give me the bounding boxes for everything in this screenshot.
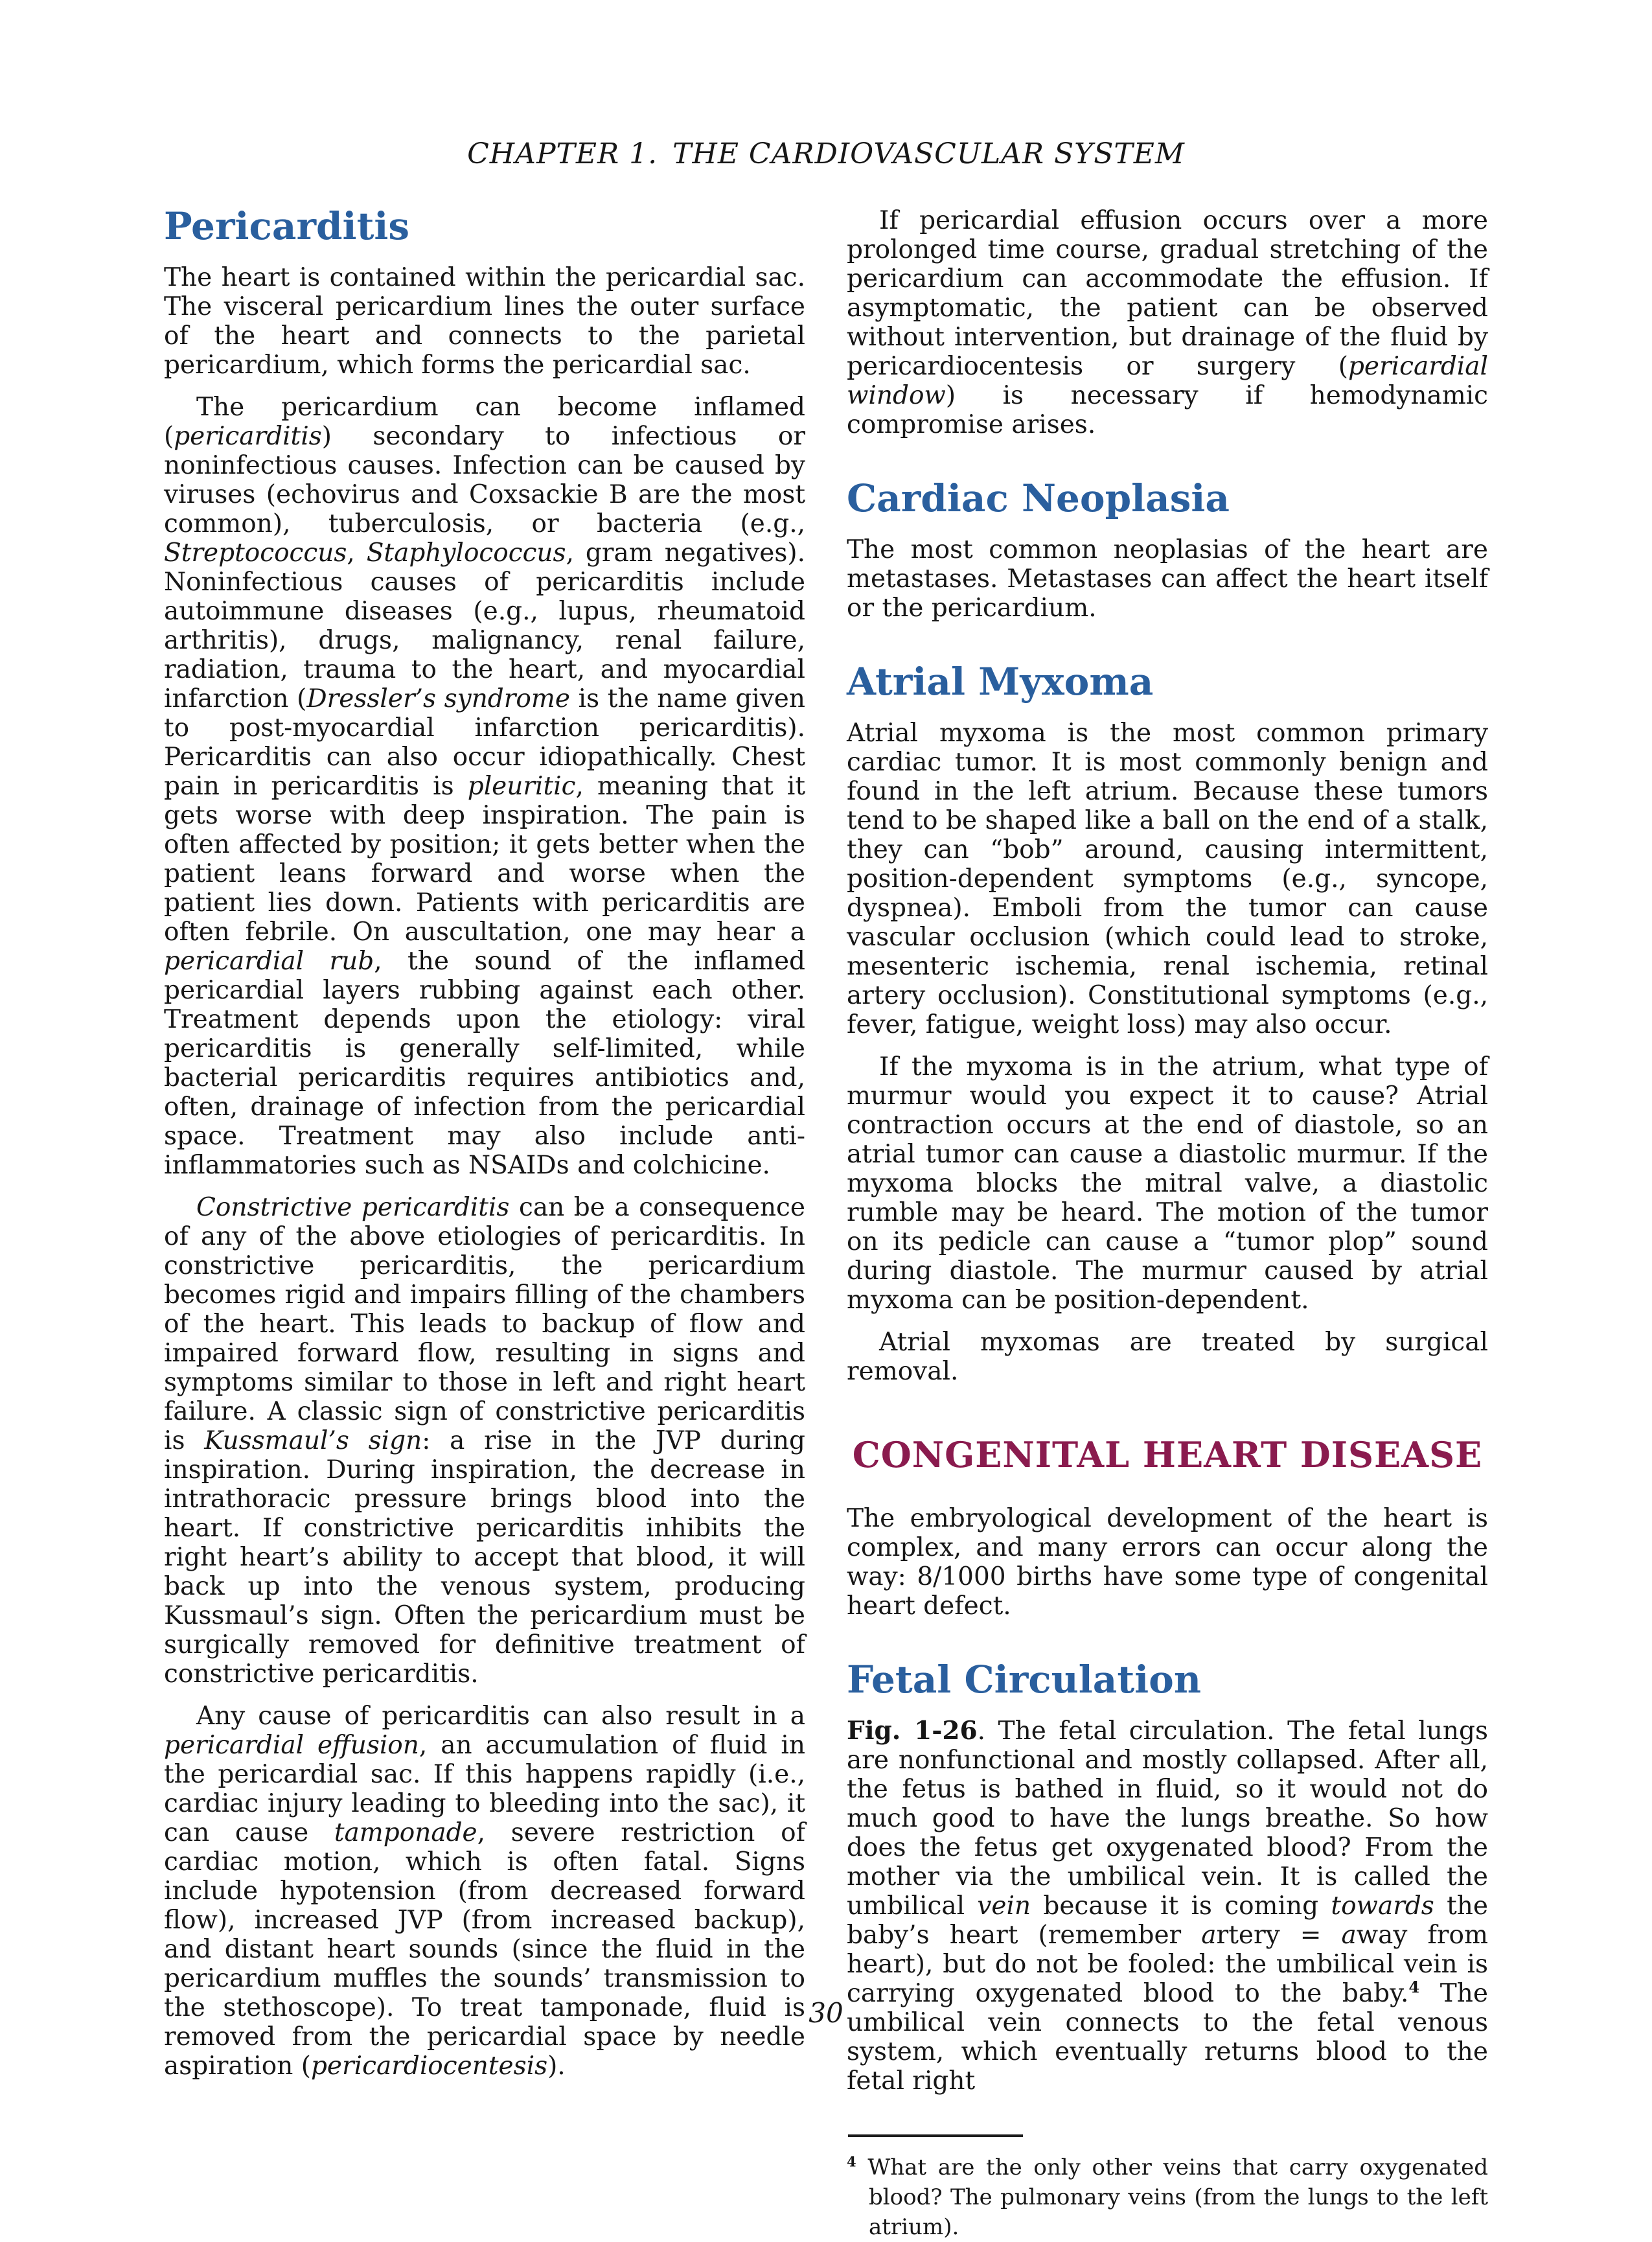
heading-pericarditis: Pericarditis xyxy=(164,204,410,248)
paragraph-pericardial-effusion: Any cause of pericarditis can also result in a pericardial effusion, an accumulation of fluid in the pericardial sac. If this happens rapidly (i.e., cardiac injury leading to bleeding into the sac), it can cause tamponade, severe restriction of cardiac motion, which is often fatal. Signs include hypotension (from decreased forward flow), increased JVP (from increased backup), and distant heart sounds (since the fluid in the pericardium muffles the sounds’ transmission to the stethoscope). To treat tamponade, fluid is removed from the pericardial space by needle aspiration (pericardiocentesis). xyxy=(164,1702,806,2081)
two-column-layout xyxy=(164,206,1488,2242)
footnote-block xyxy=(847,2109,1488,2242)
left-column xyxy=(164,206,805,2242)
footnote-text: $^4$ What are the only other veins that carry oxygenated blood? The pulmonary veins (from the lungs to the left atrium). xyxy=(847,2153,1488,2240)
paragraph-pericarditis-causes: The pericardium can become inflamed (pericarditis) secondary to infectious or noninfectious causes. Infection can be caused by viruses (echovirus and Coxsackie B are the most common), tuberculosis, or bacteria (e.g., Streptococcus, Staphylococcus, gram negatives). Noninfectious causes of pericarditis include autoimmune diseases (e.g., lupus, rheumatoid arthritis), drugs, malignancy, renal failure, radiation, trauma to the heart, and myocardial infarction (Dressler’s syndrome is the name given to post-myocardial infarction pericarditis). Pericarditis can also occur idiopathically. Chest pain in pericarditis is pleuritic, meaning that it gets worse with deep inspiration. The pain is often affected by position; it gets better when the patient leans forward and worse when the patient lies down. Patients with pericarditis are often febrile. On auscultation, one may hear a pericardial rub, the sound of the inflamed pericardial layers rubbing against each other. Treatment depends upon the etiology: viral pericarditis is generally self-limited, while bacterial pericarditis requires antibiotics and, often, drainage of infection from the pericardial space. Treatment may also include anti-inflammatories such as NSAIDs and colchicine. xyxy=(164,393,806,1180)
heading-congenital-heart-disease: CONGENITAL HEART DISEASE xyxy=(852,1434,1483,1475)
heading-fetal-circulation: Fetal Circulation xyxy=(847,1658,1202,1702)
heading-cardiac-neoplasia: Cardiac Neoplasia xyxy=(847,476,1230,520)
paragraph-fetal-circulation: Fig. 1-26. The fetal circulation. The fetal lungs are nonfunctional and mostly collapsed. After all, the fetus is bathed in fluid, so it would not do much good to have the lungs breathe. So how does the fetus get oxygenated blood? From the mother via the umbilical vein. It is called the umbilical vein because it is coming towards the baby’s heart (remember artery = away from heart), but do not be fooled: the umbilical vein is carrying oxygenated blood to the baby.$^4$ The umbilical vein connects to the fetal venous system, which eventually returns blood to the fetal right xyxy=(847,1716,1489,2096)
heading-atrial-myxoma: Atrial Myxoma xyxy=(847,660,1154,704)
footnote-rule xyxy=(848,2134,1023,2137)
right-column xyxy=(847,206,1488,2242)
paragraph-prolonged-effusion: If pericardial effusion occurs over a more prolonged time course, gradual stretching of the pericardium can accommodate the effusion. If asymptomatic, the patient can be observed without intervention, but drainage of the fluid by pericardiocentesis or surgery (pericardial window) is necessary if hemodynamic compromise arises. xyxy=(847,206,1488,439)
paragraph-pericardial-sac: The heart is contained within the pericardial sac. The visceral pericardium lines the outer surface of the heart and connects to the parietal pericardium, which forms the pericardial sac. xyxy=(164,263,805,380)
paragraph-myxoma-murmur: If the myxoma is in the atrium, what type of murmur would you expect it to cause? Atrial contraction occurs at the end of diastole, so an atrial tumor can cause a diastolic murmur. If the myxoma blocks the mitral valve, a diastolic rumble may be heard. The motion of the tumor on its pedicle can cause a “tumor plop” sound during diastole. The murmur caused by atrial myxoma can be position-dependent. xyxy=(847,1052,1488,1315)
paragraph-cardiac-neoplasia: The most common neoplasias of the heart are metastases. Metastases can affect the heart itself or the pericardium. xyxy=(847,535,1488,623)
paragraph-myxoma-treatment: Atrial myxomas are treated by surgical removal. xyxy=(847,1328,1488,1386)
paragraph-embryological-development: The embryological development of the heart is complex, and many errors can occur along the way: 8/1000 births have some type of congenital heart defect. xyxy=(847,1504,1488,1621)
chapter-running-header: CHAPTER 1. THE CARDIOVASCULAR SYSTEM xyxy=(467,137,1185,170)
page-number: 30 xyxy=(809,1997,843,2029)
paragraph-atrial-myxoma: Atrial myxoma is the most common primary cardiac tumor. It is most commonly benign and found in the left atrium. Because these tumors tend to be shaped like a ball on the end of a stalk, they can “bob” around, causing intermittent, position-dependent symptoms (e.g., syncope, dyspnea). Emboli from the tumor can cause vascular occlusion (which could lead to stroke, mesenteric ischemia, renal ischemia, retinal artery occlusion). Constitutional symptoms (e.g., fever, fatigue, weight loss) may also occur. xyxy=(847,719,1488,1039)
paragraph-constrictive-pericarditis: Constrictive pericarditis can be a consequence of any of the above etiologies of pericarditis. In constrictive pericarditis, the pericardium becomes rigid and impairs filling of the chambers of the heart. This leads to backup of flow and impaired forward flow, resulting in signs and symptoms similar to those in left and right heart failure. A classic sign of constrictive pericarditis is Kussmaul’s sign: a rise in the JVP during inspiration. During inspiration, the decrease in intrathoracic pressure brings blood into the heart. If constrictive pericarditis inhibits the right heart’s ability to accept that blood, it will back up into the venous system, producing Kussmaul’s sign. Often the pericardium must be surgically removed for definitive treatment of constrictive pericarditis. xyxy=(164,1193,805,1689)
